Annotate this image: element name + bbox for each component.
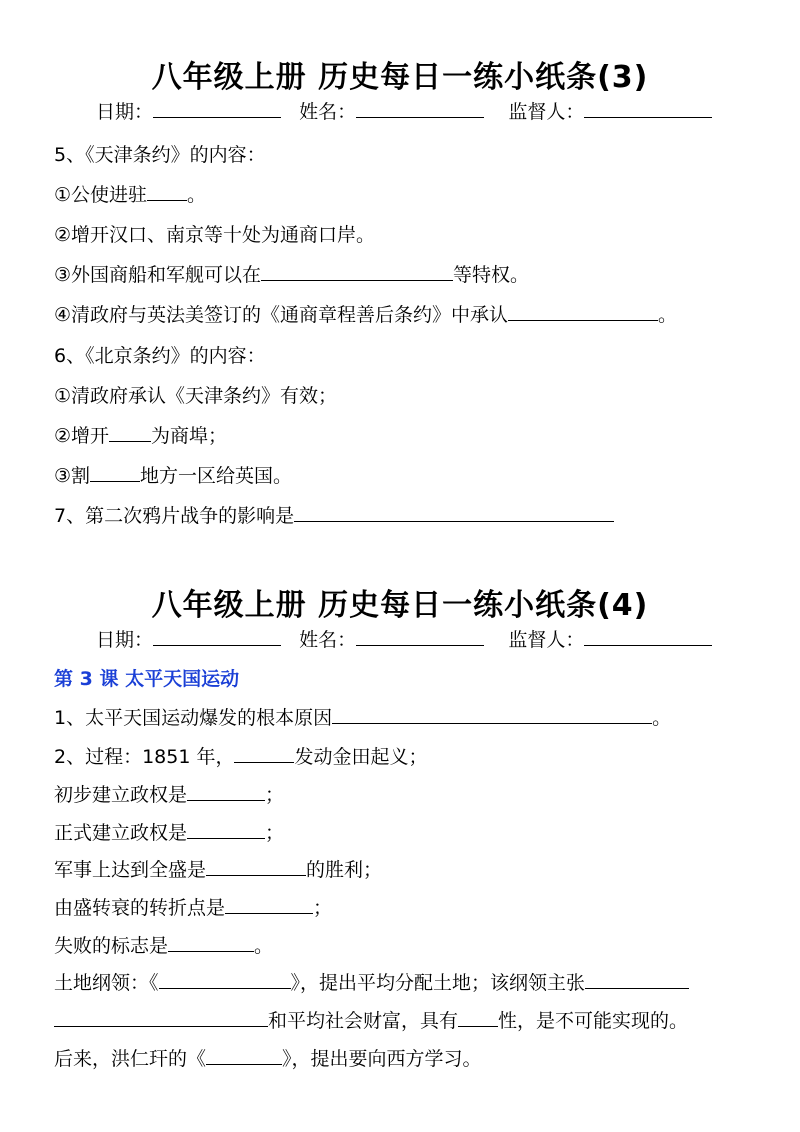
question-7: 7、第二次鸦片战争的影响是 bbox=[54, 501, 614, 528]
date-label: 日期： bbox=[96, 629, 154, 651]
answer-blank[interactable] bbox=[585, 970, 689, 989]
section-title-4: 八年级上册 历史每日一练小纸条(4) bbox=[151, 588, 649, 623]
answer-blank[interactable] bbox=[159, 970, 291, 989]
s4-turning-point: 由盛转衰的转折点是 ； bbox=[54, 897, 333, 919]
q6-item-3: ③割 地方一区给英国。 bbox=[54, 465, 293, 487]
answer-blank[interactable] bbox=[90, 463, 140, 482]
supervisor-label: 监督人： bbox=[508, 629, 585, 651]
answer-blank[interactable] bbox=[508, 302, 658, 321]
answer-blank[interactable] bbox=[109, 423, 151, 442]
name-label: 姓名： bbox=[299, 101, 357, 123]
answer-blank[interactable] bbox=[332, 705, 652, 724]
s4-hong-rengan: 后来，洪仁玕的《 》，提出要向西方学习。 bbox=[54, 1048, 482, 1070]
name-label: 姓名： bbox=[299, 629, 357, 651]
s4-land-program: 土地纲领：《 》，提出平均分配土地；该纲领主张 bbox=[54, 968, 689, 995]
section-title-3: 八年级上册 历史每日一练小纸条(3) bbox=[151, 60, 649, 95]
answer-blank[interactable] bbox=[206, 1046, 282, 1065]
answer-blank[interactable] bbox=[168, 933, 254, 952]
s4-failure-mark: 失败的标志是 。 bbox=[54, 935, 274, 957]
supervisor-blank[interactable] bbox=[584, 99, 712, 118]
q5-item-2: ②增开汉口、南京等十处为通商口岸。 bbox=[54, 224, 376, 246]
s4-formal-regime: 正式建立政权是 ； bbox=[54, 822, 285, 844]
q6-item-2: ②增开 为商埠； bbox=[54, 425, 228, 447]
q5-item-3: ③外国商船和军舰可以在 等特权。 bbox=[54, 264, 530, 286]
name-blank[interactable] bbox=[356, 627, 484, 646]
s4-initial-regime: 初步建立政权是 ； bbox=[54, 784, 285, 806]
s4-question-1: 1、太平天国运动爆发的根本原因 。 bbox=[54, 707, 672, 729]
answer-blank[interactable] bbox=[225, 895, 313, 914]
answer-blank[interactable] bbox=[234, 744, 294, 763]
meta-row-4 bbox=[96, 625, 712, 652]
answer-blank[interactable] bbox=[458, 1008, 498, 1027]
answer-blank[interactable] bbox=[187, 782, 265, 801]
s4-military-peak: 军事上达到全盛是 的胜利； bbox=[54, 859, 383, 881]
date-blank[interactable] bbox=[153, 627, 281, 646]
q5-item-1: ①公使进驻 。 bbox=[54, 184, 207, 206]
date-label: 日期： bbox=[96, 101, 154, 123]
lesson-heading: 第 3 课 太平天国运动 bbox=[54, 668, 240, 690]
answer-blank[interactable] bbox=[147, 182, 187, 201]
s4-question-2: 2、过程：1851 年， 发动金田起义； bbox=[54, 746, 428, 768]
answer-blank[interactable] bbox=[54, 1008, 268, 1027]
meta-row-3 bbox=[96, 97, 712, 124]
date-blank[interactable] bbox=[153, 99, 281, 118]
q6-item-1: ①清政府承认《天津条约》有效； bbox=[54, 385, 338, 407]
answer-blank[interactable] bbox=[261, 262, 453, 281]
question-5: 5、《天津条约》的内容： bbox=[54, 144, 266, 166]
answer-blank[interactable] bbox=[206, 857, 306, 876]
q5-item-4: ④清政府与英法美签订的《通商章程善后条约》中承认 。 bbox=[54, 304, 678, 326]
name-blank[interactable] bbox=[356, 99, 484, 118]
supervisor-label: 监督人： bbox=[508, 101, 585, 123]
question-6: 6、《北京条约》的内容： bbox=[54, 345, 266, 367]
s4-land-program-cont: 和平均社会财富，具有 性，是不可能实现的。 bbox=[54, 1006, 688, 1033]
answer-blank[interactable] bbox=[187, 820, 265, 839]
supervisor-blank[interactable] bbox=[584, 627, 712, 646]
answer-blank[interactable] bbox=[294, 503, 614, 522]
